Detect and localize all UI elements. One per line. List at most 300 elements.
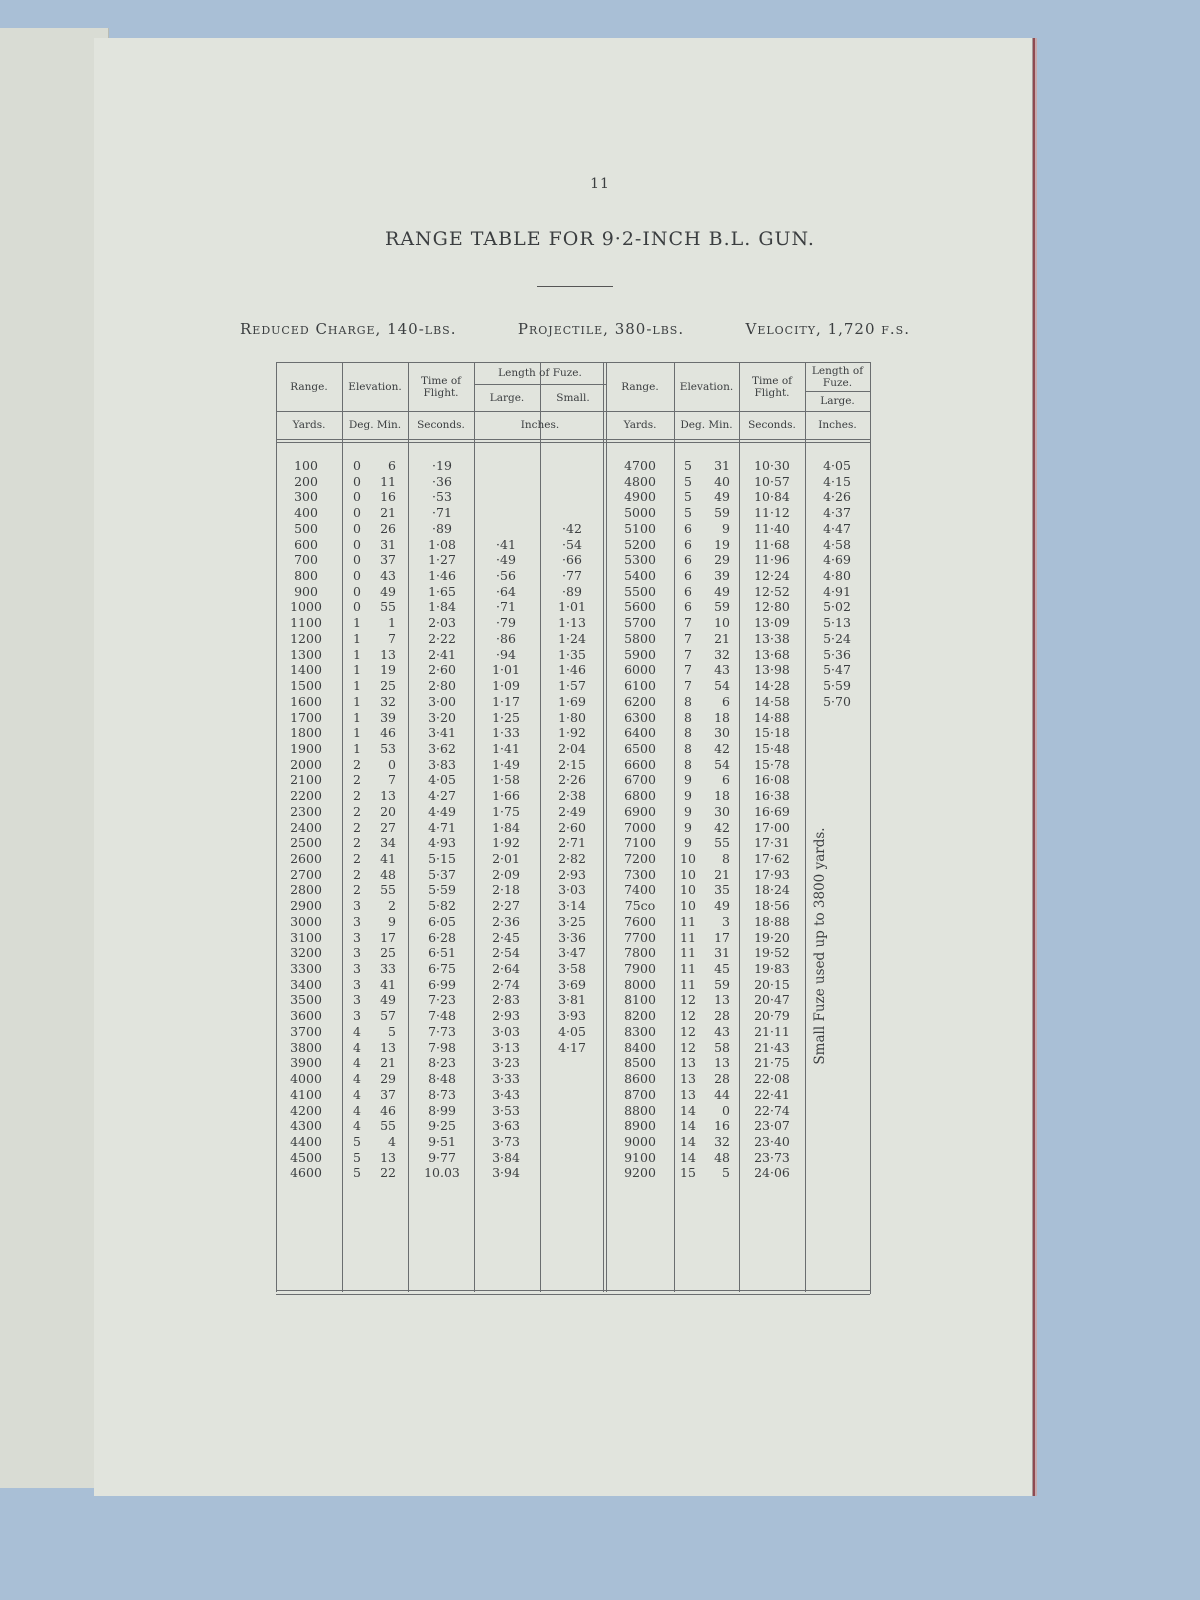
left-fuze-large: ·49 [496, 552, 516, 568]
right-time-of-flight: 15·18 [754, 725, 790, 741]
right-fuze-large [807, 710, 867, 726]
left-elevation-min: 41 [380, 851, 396, 866]
right-elevation-min: 10 [714, 615, 730, 631]
left-elevation-min: 21 [380, 505, 396, 521]
right-elevation-deg: 6 [684, 552, 692, 568]
left-range-yards: 2400 [290, 819, 322, 835]
left-range-yards: 2600 [290, 851, 322, 866]
right-elevation-min: 9 [722, 520, 730, 536]
small-fuze-note: Small Fuze used up to 3800 yards. [812, 827, 828, 1065]
right-elevation-deg: 5 [684, 505, 692, 521]
right-time-of-flight: 20·79 [754, 1008, 790, 1024]
left-range-yards: 3200 [290, 945, 322, 961]
table-row [276, 1150, 870, 1166]
left-fuze-large: ·64 [496, 583, 516, 599]
left-elevation-min: 43 [380, 568, 396, 584]
left-range-yards: 4100 [290, 1086, 322, 1102]
right-time-of-flight: 23·07 [754, 1118, 790, 1134]
left-fuze-large: 2·64 [492, 961, 520, 977]
right-time-of-flight: 11·12 [754, 505, 790, 521]
table-row [276, 1087, 870, 1103]
left-fuze-large: 1·25 [492, 709, 520, 725]
left-fuze-large: ·94 [496, 646, 516, 662]
left-elevation-min: 13 [380, 646, 396, 662]
left-fuze-large: 3·03 [492, 1023, 520, 1039]
left-fuze-large [476, 505, 536, 521]
left-elevation-min: 16 [380, 489, 396, 505]
right-time-of-flight: 18·24 [754, 882, 790, 898]
left-elevation-min: 0 [388, 756, 396, 772]
right-range-yards: 7200 [624, 851, 656, 866]
left-fuze-small: 3·36 [558, 929, 586, 945]
right-elevation-min: 40 [714, 473, 730, 489]
table-row [276, 1118, 870, 1134]
left-fuze-large: 1·01 [492, 662, 520, 678]
unit-inches-right: Inches. [818, 419, 857, 431]
left-elevation-deg: 0 [353, 599, 361, 615]
right-time-of-flight: 11·96 [754, 552, 790, 568]
header-large-right: Large. [820, 395, 855, 407]
left-elevation-min: 4 [388, 1133, 396, 1149]
left-range-yards: 300 [294, 489, 318, 505]
left-fuze-large [476, 489, 536, 505]
left-fuze-large: ·56 [496, 568, 516, 584]
left-range-yards: 3800 [290, 1039, 322, 1055]
left-range-yards: 4600 [290, 1165, 322, 1181]
right-time-of-flight: 21·75 [754, 1055, 790, 1071]
left-elevation-deg: 4 [353, 1023, 361, 1039]
left-time-of-flight: 4·93 [428, 835, 456, 851]
left-elevation-deg: 4 [353, 1086, 361, 1102]
left-elevation-deg: 3 [353, 976, 361, 992]
left-time-of-flight: 2·60 [428, 662, 456, 678]
left-fuze-large [476, 458, 536, 474]
right-elevation-deg: 11 [680, 929, 696, 945]
right-fuze-large: 4·15 [823, 473, 851, 489]
left-range-yards: 2900 [290, 898, 322, 914]
left-time-of-flight: 4·49 [428, 803, 456, 819]
left-range-yards: 3900 [290, 1055, 322, 1071]
left-elevation-min: 48 [380, 866, 396, 882]
left-fuze-large: 3·13 [492, 1039, 520, 1055]
left-elevation-deg: 0 [353, 489, 361, 505]
right-fuze-large: 5·02 [823, 599, 851, 615]
left-fuze-small: 3·81 [558, 992, 586, 1008]
left-range-yards: 2500 [290, 835, 322, 851]
right-time-of-flight: 10·84 [754, 489, 790, 505]
left-range-yards: 1800 [290, 725, 322, 741]
right-elevation-min: 30 [714, 725, 730, 741]
left-time-of-flight: 7·48 [428, 1008, 456, 1024]
header-time-of-flight: Time of Flight. [420, 374, 462, 399]
right-elevation-min: 49 [714, 898, 730, 914]
table-row [276, 788, 870, 804]
right-elevation-deg: 12 [680, 1039, 696, 1055]
right-elevation-min: 6 [722, 772, 730, 788]
right-elevation-min: 55 [714, 835, 730, 851]
left-elevation-deg: 1 [353, 709, 361, 725]
right-elevation-deg: 11 [680, 961, 696, 977]
right-range-yards: 8100 [624, 992, 656, 1008]
table-row [276, 710, 870, 726]
left-fuze-large: 2·09 [492, 866, 520, 882]
left-elevation-deg: 3 [353, 1008, 361, 1024]
right-range-yards: 75co [624, 898, 656, 914]
left-fuze-small [542, 1165, 602, 1181]
left-fuze-small: ·42 [562, 520, 582, 536]
left-elevation-deg: 2 [353, 882, 361, 898]
right-elevation-min: 0 [722, 1102, 730, 1118]
left-fuze-small: 2·82 [558, 851, 586, 866]
left-fuze-large: 1·41 [492, 740, 520, 756]
left-elevation-min: 25 [380, 945, 396, 961]
subtitle [240, 320, 910, 338]
table-row [276, 678, 870, 694]
left-fuze-small: 1·92 [558, 725, 586, 741]
left-elevation-deg: 1 [353, 646, 361, 662]
left-elevation-min: 55 [380, 1118, 396, 1134]
table-row [276, 1134, 870, 1150]
table-row [276, 1055, 870, 1071]
table-row [276, 867, 870, 883]
left-elevation-min: 32 [380, 693, 396, 709]
left-range-yards: 3400 [290, 976, 322, 992]
right-fuze-large: 5·47 [823, 662, 851, 678]
right-elevation-deg: 8 [684, 693, 692, 709]
left-elevation-deg: 0 [353, 458, 361, 473]
left-elevation-deg: 2 [353, 866, 361, 882]
left-elevation-min: 55 [380, 599, 396, 615]
left-elevation-deg: 1 [353, 725, 361, 741]
table-border-bottom-double [276, 1294, 870, 1295]
left-time-of-flight: ·53 [432, 489, 452, 505]
left-range-yards: 4500 [290, 1149, 322, 1165]
left-time-of-flight: 5·82 [428, 898, 456, 914]
table-row [276, 599, 870, 615]
left-fuze-small: 1·24 [558, 630, 586, 646]
left-fuze-small: 2·15 [558, 756, 586, 772]
left-fuze-small [542, 1055, 602, 1071]
table-row [276, 458, 870, 474]
table-row [276, 694, 870, 710]
left-range-yards: 2700 [290, 866, 322, 882]
right-elevation-deg: 7 [684, 615, 692, 631]
left-elevation-min: 57 [380, 1008, 396, 1024]
left-fuze-small: 2·04 [558, 740, 586, 756]
page-title: RANGE TABLE FOR 9·2-INCH B.L. GUN. [385, 228, 815, 250]
right-elevation-deg: 5 [684, 489, 692, 505]
left-fuze-small: 2·60 [558, 819, 586, 835]
right-time-of-flight: 16·69 [754, 803, 790, 819]
left-fuze-large: 3·73 [492, 1133, 520, 1149]
left-range-yards: 2800 [290, 882, 322, 898]
left-elevation-min: 29 [380, 1071, 396, 1087]
right-range-yards: 6600 [624, 756, 656, 772]
left-time-of-flight: 4·71 [428, 819, 456, 835]
left-fuze-large: ·71 [496, 599, 516, 615]
right-elevation-min: 32 [714, 1133, 730, 1149]
right-time-of-flight: 17·93 [754, 866, 790, 882]
table-border-bottom [276, 1290, 870, 1291]
right-fuze-large [807, 1087, 867, 1103]
right-elevation-deg: 9 [684, 835, 692, 851]
right-range-yards: 6100 [624, 678, 656, 694]
left-time-of-flight: 2·03 [428, 615, 456, 631]
right-fuze-large [807, 1134, 867, 1150]
left-fuze-small: 1·35 [558, 646, 586, 662]
left-elevation-min: 39 [380, 709, 396, 725]
left-range-yards: 900 [294, 583, 318, 599]
right-time-of-flight: 10·30 [754, 458, 790, 473]
table-row [276, 521, 870, 537]
right-elevation-deg: 7 [684, 630, 692, 646]
right-time-of-flight: 20·47 [754, 992, 790, 1008]
right-range-yards: 6900 [624, 803, 656, 819]
left-fuze-large: 2·01 [492, 851, 520, 866]
left-range-yards: 3700 [290, 1023, 322, 1039]
left-time-of-flight: 6·05 [428, 913, 456, 929]
right-range-yards: 5100 [624, 520, 656, 536]
left-fuze-large: ·86 [496, 630, 516, 646]
right-time-of-flight: 17·00 [754, 819, 790, 835]
right-elevation-min: 13 [714, 1055, 730, 1071]
left-fuze-small [542, 1118, 602, 1134]
table-row [276, 1103, 870, 1119]
left-time-of-flight: 5·37 [428, 866, 456, 882]
right-time-of-flight: 22·08 [754, 1071, 790, 1087]
right-elevation-deg: 6 [684, 599, 692, 615]
table-row [276, 725, 870, 741]
left-fuze-small: 3·03 [558, 882, 586, 898]
left-fuze-small: ·77 [562, 568, 582, 584]
left-range-yards: 4300 [290, 1118, 322, 1134]
right-time-of-flight: 15·48 [754, 740, 790, 756]
left-range-yards: 1100 [290, 615, 322, 631]
right-range-yards: 6800 [624, 788, 656, 804]
right-elevation-min: 58 [714, 1039, 730, 1055]
right-time-of-flight: 21·43 [754, 1039, 790, 1055]
right-time-of-flight: 18·56 [754, 898, 790, 914]
left-elevation-deg: 2 [353, 788, 361, 804]
right-fuze-large [807, 1165, 867, 1181]
table-row [276, 961, 870, 977]
left-fuze-large: 3·94 [492, 1165, 520, 1181]
left-elevation-min: 46 [380, 725, 396, 741]
left-elevation-min: 11 [380, 473, 396, 489]
right-fuze-large [807, 757, 867, 773]
left-elevation-deg: 0 [353, 536, 361, 552]
left-fuze-large: 1·84 [492, 819, 520, 835]
left-time-of-flight: 2·41 [428, 646, 456, 662]
right-elevation-deg: 6 [684, 583, 692, 599]
left-time-of-flight: 6·28 [428, 929, 456, 945]
left-elevation-deg: 1 [353, 740, 361, 756]
right-elevation-min: 16 [714, 1118, 730, 1134]
left-time-of-flight: 6·99 [428, 976, 456, 992]
left-fuze-large: 2·74 [492, 976, 520, 992]
right-time-of-flight: 10·57 [754, 473, 790, 489]
left-elevation-deg: 1 [353, 630, 361, 646]
left-elevation-deg: 3 [353, 898, 361, 914]
right-elevation-deg: 14 [680, 1133, 696, 1149]
left-time-of-flight: 6·51 [428, 945, 456, 961]
left-range-yards: 2100 [290, 772, 322, 788]
left-elevation-deg: 4 [353, 1039, 361, 1055]
table-row [276, 820, 870, 836]
table-row [276, 615, 870, 631]
right-fuze-large: 4·58 [823, 536, 851, 552]
table-row [276, 741, 870, 757]
right-elevation-deg: 8 [684, 756, 692, 772]
left-range-yards: 400 [294, 505, 318, 521]
left-time-of-flight: 9·25 [428, 1118, 456, 1134]
right-elevation-deg: 14 [680, 1118, 696, 1134]
left-fuze-large: 2·27 [492, 898, 520, 914]
right-elevation-deg: 5 [684, 458, 692, 473]
right-fuze-large: 5·36 [823, 646, 851, 662]
table-row [276, 898, 870, 914]
right-fuze-large: 5·24 [823, 630, 851, 646]
left-fuze-small: 2·49 [558, 803, 586, 819]
left-elevation-min: 9 [388, 913, 396, 929]
right-time-of-flight: 14·58 [754, 693, 790, 709]
left-range-yards: 1200 [290, 630, 322, 646]
right-elevation-deg: 11 [680, 976, 696, 992]
right-elevation-deg: 9 [684, 803, 692, 819]
left-time-of-flight: 6·75 [428, 961, 456, 977]
left-elevation-deg: 2 [353, 756, 361, 772]
right-elevation-deg: 7 [684, 662, 692, 678]
right-elevation-deg: 5 [684, 473, 692, 489]
right-fuze-large [807, 772, 867, 788]
right-fuze-large [807, 1150, 867, 1166]
left-fuze-large: 3·43 [492, 1086, 520, 1102]
right-time-of-flight: 11·40 [754, 520, 790, 536]
left-elevation-min: 46 [380, 1102, 396, 1118]
right-elevation-min: 49 [714, 583, 730, 599]
header-length-of-fuze-right: Length of Fuze. [811, 364, 864, 389]
unit-yards: Yards. [292, 419, 326, 431]
left-fuze-small: 2·71 [558, 835, 586, 851]
left-fuze-small: 1·80 [558, 709, 586, 725]
left-fuze-small: ·89 [562, 583, 582, 599]
left-time-of-flight: 3·62 [428, 740, 456, 756]
left-fuze-small: 3·14 [558, 898, 586, 914]
table-row [276, 1071, 870, 1087]
right-fuze-large: 5·13 [823, 615, 851, 631]
left-range-yards: 1400 [290, 662, 322, 678]
table-row [276, 474, 870, 490]
left-elevation-min: 37 [380, 1086, 396, 1102]
left-range-yards: 3600 [290, 1008, 322, 1024]
table-row [276, 1165, 870, 1181]
right-elevation-min: 5 [722, 1165, 730, 1181]
right-elevation-min: 43 [714, 662, 730, 678]
left-range-yards: 1900 [290, 740, 322, 756]
table-row [276, 992, 870, 1008]
left-elevation-min: 1 [388, 615, 396, 631]
right-elevation-deg: 13 [680, 1055, 696, 1071]
right-time-of-flight: 17·62 [754, 851, 790, 866]
right-range-yards: 8200 [624, 1008, 656, 1024]
left-range-yards: 2000 [290, 756, 322, 772]
table-row [276, 1040, 870, 1056]
left-time-of-flight: ·89 [432, 520, 452, 536]
right-elevation-min: 21 [714, 866, 730, 882]
left-time-of-flight: 1·27 [428, 552, 456, 568]
left-fuze-small: 4·05 [558, 1023, 586, 1039]
right-fuze-large: 4·47 [823, 520, 851, 536]
left-elevation-min: 19 [380, 662, 396, 678]
right-elevation-deg: 7 [684, 678, 692, 694]
right-elevation-min: 54 [714, 678, 730, 694]
right-range-yards: 8400 [624, 1039, 656, 1055]
left-elevation-deg: 1 [353, 693, 361, 709]
left-elevation-deg: 4 [353, 1118, 361, 1134]
right-elevation-min: 18 [714, 709, 730, 725]
right-time-of-flight: 12·80 [754, 599, 790, 615]
right-elevation-deg: 6 [684, 536, 692, 552]
right-time-of-flight: 22·41 [754, 1086, 790, 1102]
right-range-yards: 5000 [624, 505, 656, 521]
right-time-of-flight: 13·38 [754, 630, 790, 646]
left-time-of-flight: 5·59 [428, 882, 456, 898]
page-number: 11 [590, 176, 610, 192]
left-fuze-small [542, 1087, 602, 1103]
right-elevation-min: 13 [714, 992, 730, 1008]
left-fuze-small [542, 458, 602, 474]
left-elevation-deg: 5 [353, 1149, 361, 1165]
left-range-yards: 1000 [290, 599, 322, 615]
table-row [276, 772, 870, 788]
right-elevation-min: 28 [714, 1071, 730, 1087]
table-row [276, 757, 870, 773]
right-elevation-min: 29 [714, 552, 730, 568]
left-time-of-flight: 9·77 [428, 1149, 456, 1165]
right-elevation-min: 42 [714, 740, 730, 756]
left-elevation-min: 13 [380, 1039, 396, 1055]
right-range-yards: 5900 [624, 646, 656, 662]
left-elevation-deg: 0 [353, 520, 361, 536]
left-range-yards: 1300 [290, 646, 322, 662]
left-time-of-flight: 3·83 [428, 756, 456, 772]
right-time-of-flight: 22·74 [754, 1102, 790, 1118]
left-elevation-deg: 4 [353, 1102, 361, 1118]
table-row [276, 662, 870, 678]
right-elevation-deg: 13 [680, 1071, 696, 1087]
right-time-of-flight: 12·52 [754, 583, 790, 599]
left-fuze-large: ·41 [496, 536, 516, 552]
table-row [276, 552, 870, 568]
left-fuze-large: 1·17 [492, 693, 520, 709]
left-fuze-small: 1·01 [558, 599, 586, 615]
left-elevation-min: 2 [388, 898, 396, 914]
left-elevation-min: 7 [388, 772, 396, 788]
right-time-of-flight: 21·11 [754, 1023, 790, 1039]
right-range-yards: 8600 [624, 1071, 656, 1087]
left-time-of-flight: ·36 [432, 473, 452, 489]
table-row [276, 1024, 870, 1040]
left-elevation-deg: 4 [353, 1055, 361, 1071]
table-row [276, 489, 870, 505]
header-elevation: Elevation. [348, 380, 402, 393]
right-fuze-large [807, 725, 867, 741]
left-elevation-min: 34 [380, 835, 396, 851]
left-time-of-flight: 8·73 [428, 1086, 456, 1102]
left-time-of-flight: 2·22 [428, 630, 456, 646]
unit-deg-min: Deg. Min. [348, 419, 402, 431]
right-elevation-min: 21 [714, 630, 730, 646]
